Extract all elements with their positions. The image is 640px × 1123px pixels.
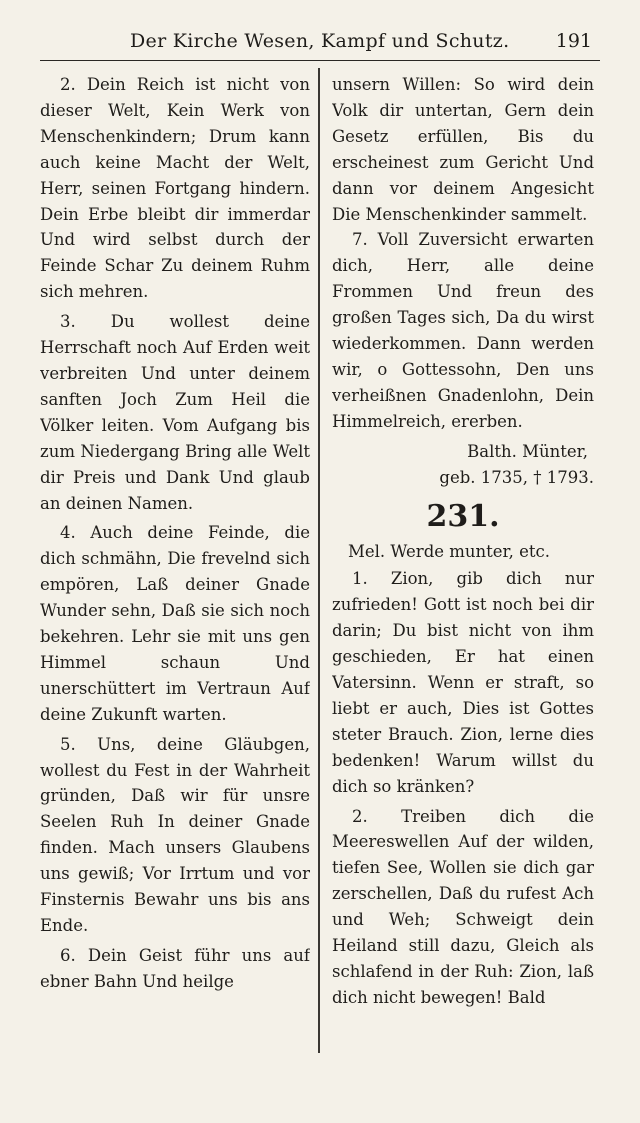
running-header bbox=[40, 26, 600, 61]
stanza-6: 6. Dein Geist führ uns auf ebner Bahn Und heilge bbox=[40, 945, 310, 991]
melody-line: Mel. Werde munter, etc. bbox=[348, 541, 551, 561]
stanza-3: 3. Du wollest deine Herrschaft noch Auf Erden weit verbreiten Und unter deinem sanften Joch Zum Heil die Völker leiten. Vom Aufgang bis zum Niedergang Bring alle Welt dir Preis und Dank Und glaub an deinen Namen. bbox=[40, 312, 310, 513]
stanza-7: 7. Voll Zuversicht erwarten dich, Herr, alle deine Frommen Und freun des großen Tages sich, Da du wirst wiederkommen. Dann werden wir, o Gottessohn, Den uns verheißnen Gnadenlohn, Dein Himmelreich, ererben. bbox=[332, 230, 594, 431]
stanza-2: 2. Dein Reich ist nicht von dieser Welt, Kein Werk von Menschenkindern; Drum kann auch keine Macht der Welt, Herr, seinen Fortgang hindern. Dein Erbe bleibt dir immerdar Und wird selbst durch der Feinde Schar Zu deinem Ruhm sich mehren. bbox=[40, 75, 310, 302]
hymn-231-stanza-1: 1. Zion, gib dich nur zufrieden! Gott ist noch bei dir darin; Du bist nicht von ihm geschieden, Er hat einen Vatersinn. Wenn er straft, so liebt er auch, Dies ist Gottes steter Brauch. Zion, lerne dies bedenken! Warum willst du dich so kränken? bbox=[332, 569, 594, 796]
hymn-number: 231. bbox=[426, 498, 500, 534]
right-column bbox=[332, 72, 594, 1102]
stanza-6-continuation: unsern Willen: So wird dein Volk dir untertan, Gern dein Gesetz erfüllen, Bis du erscheinest zum Gericht Und dann vor deinem Angesicht Die Menschenkinder sammelt. bbox=[332, 75, 594, 224]
stanza-4: 4. Auch deine Feinde, die dich schmähn, Die frevelnd sich empören, Laß deiner Gnade Wunder sehn, Daß sie sich noch bekehren. Lehr sie mit uns gen Himmel schaun Und unerschüttert im Vertraun Auf deine Zukunft warten. bbox=[40, 523, 310, 724]
stanza-5: 5. Uns, deine Gläubgen, wollest du Fest in der Wahrheit gründen, Daß wir für unsre Seelen Ruh In deiner Gnade finden. Mach unsers Glaubens uns gewiß; Vor Irrtum und vor Finsternis Bewahr uns bis ans Ende. bbox=[40, 734, 310, 935]
left-column bbox=[40, 72, 310, 1102]
author-dates: geb. 1735, † 1793. bbox=[439, 467, 594, 487]
hymn-231-stanza-2: 2. Treiben dich die Meereswellen Auf der wilden, tiefen See, Wollen sie dich gar zerschellen, Daß du rufest Ach und Weh; Schweigt dein Heiland still dazu, Gleich als schlafend in der Ruh: Zion, laß dich nicht bewegen! Bald bbox=[332, 806, 594, 1007]
page-number: 191 bbox=[555, 30, 592, 52]
column-divider bbox=[318, 68, 320, 1053]
running-title: Der Kirche Wesen, Kampf und Schutz. bbox=[130, 30, 510, 52]
author-name: Balth. Münter, bbox=[467, 441, 588, 461]
